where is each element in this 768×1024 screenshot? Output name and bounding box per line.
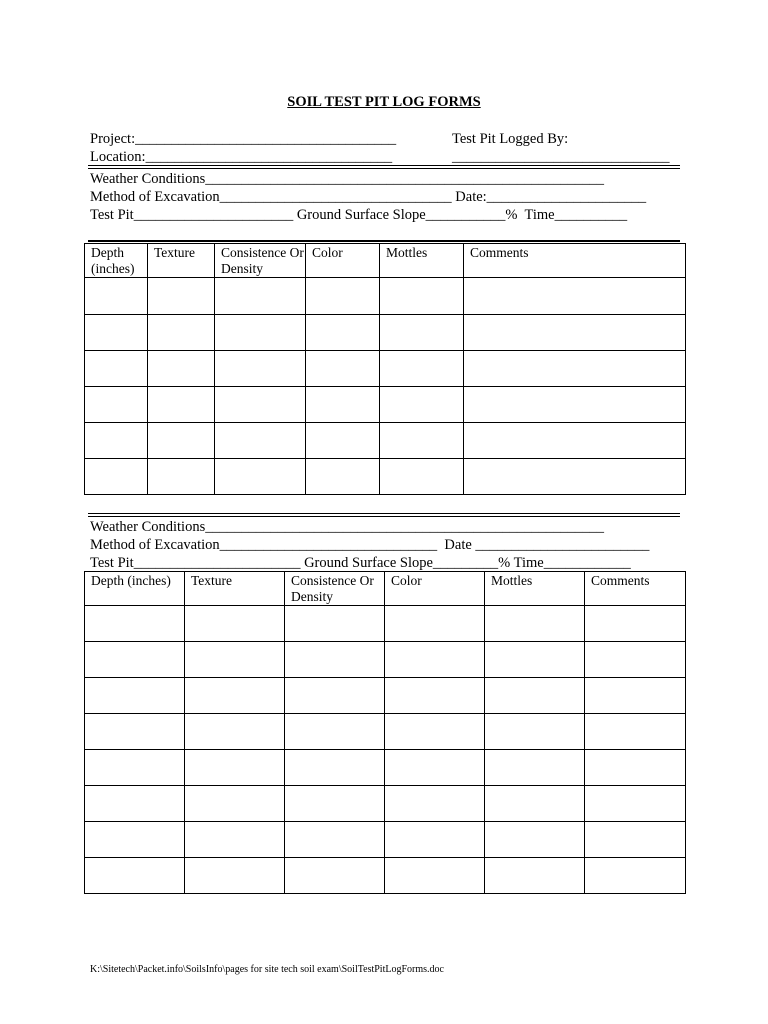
table-cell[interactable] bbox=[306, 423, 380, 459]
table-cell[interactable] bbox=[285, 750, 385, 786]
table-cell[interactable] bbox=[385, 858, 485, 894]
table-cell[interactable] bbox=[485, 786, 585, 822]
section2-top-rule bbox=[88, 513, 680, 517]
table-cell[interactable] bbox=[285, 822, 385, 858]
table-row bbox=[85, 642, 686, 678]
table-cell[interactable] bbox=[485, 642, 585, 678]
table-cell[interactable] bbox=[85, 714, 185, 750]
table-cell[interactable] bbox=[148, 387, 215, 423]
table-cell[interactable] bbox=[85, 678, 185, 714]
table-cell[interactable] bbox=[85, 315, 148, 351]
table-row bbox=[85, 750, 686, 786]
table-cell[interactable] bbox=[464, 459, 686, 495]
table-cell[interactable] bbox=[285, 642, 385, 678]
table-cell[interactable] bbox=[585, 822, 686, 858]
table-cell[interactable] bbox=[380, 351, 464, 387]
table-cell[interactable] bbox=[148, 423, 215, 459]
table-row bbox=[85, 459, 686, 495]
table-cell[interactable] bbox=[385, 822, 485, 858]
section2-weather-field[interactable]: Weather Conditions_______________________________________________________ bbox=[90, 519, 604, 535]
table-header-row bbox=[85, 572, 686, 606]
column-header: Consistence Or Density bbox=[285, 572, 385, 606]
column-header: Depth (inches) bbox=[85, 244, 148, 278]
table-row bbox=[85, 714, 686, 750]
section1-testpit-field[interactable]: Test Pit______________________ Ground Surface Slope___________% Time__________ bbox=[90, 207, 628, 223]
column-header: Depth (inches) bbox=[85, 572, 185, 606]
table-cell[interactable] bbox=[385, 642, 485, 678]
column-header: Mottles bbox=[380, 244, 464, 278]
table-cell[interactable] bbox=[185, 786, 285, 822]
table-cell[interactable] bbox=[185, 858, 285, 894]
table-row bbox=[85, 423, 686, 459]
table-cell[interactable] bbox=[306, 315, 380, 351]
table-cell[interactable] bbox=[380, 278, 464, 315]
table-cell[interactable] bbox=[385, 714, 485, 750]
table-cell[interactable] bbox=[380, 315, 464, 351]
table-cell[interactable] bbox=[185, 714, 285, 750]
table-cell[interactable] bbox=[285, 678, 385, 714]
table-cell[interactable] bbox=[185, 606, 285, 642]
footer-file-path: K:\Sitetech\Packet.info\SoilsInfo\pages for site tech soil exam\SoilTestPitLogForms.doc bbox=[90, 964, 444, 975]
table-cell[interactable] bbox=[306, 459, 380, 495]
table-cell[interactable] bbox=[85, 387, 148, 423]
section1-top-rule bbox=[88, 165, 680, 169]
table-cell[interactable] bbox=[385, 786, 485, 822]
table-cell[interactable] bbox=[185, 750, 285, 786]
table-cell[interactable] bbox=[85, 351, 148, 387]
table-cell[interactable] bbox=[464, 423, 686, 459]
section2-method-field[interactable]: Method of Excavation______________________________ Date ________________________ bbox=[90, 537, 650, 553]
location-field[interactable]: Location:__________________________________ bbox=[90, 149, 393, 165]
column-header: Mottles bbox=[485, 572, 585, 606]
table-row bbox=[85, 351, 686, 387]
table-cell[interactable] bbox=[464, 351, 686, 387]
table-cell[interactable] bbox=[285, 858, 385, 894]
table-cell[interactable] bbox=[585, 678, 686, 714]
table-cell[interactable] bbox=[485, 678, 585, 714]
table-cell[interactable] bbox=[185, 822, 285, 858]
table-cell[interactable] bbox=[85, 423, 148, 459]
table-cell[interactable] bbox=[215, 387, 306, 423]
table-cell[interactable] bbox=[85, 750, 185, 786]
table-cell[interactable] bbox=[385, 750, 485, 786]
table-cell[interactable] bbox=[85, 786, 185, 822]
table-row bbox=[85, 858, 686, 894]
table-row bbox=[85, 678, 686, 714]
table-cell[interactable] bbox=[585, 606, 686, 642]
column-header: Consistence Or Density bbox=[215, 244, 306, 278]
table-cell[interactable] bbox=[464, 315, 686, 351]
table-cell[interactable] bbox=[306, 278, 380, 315]
table-cell[interactable] bbox=[485, 858, 585, 894]
table-row bbox=[85, 822, 686, 858]
table-cell[interactable] bbox=[464, 278, 686, 315]
table-cell[interactable] bbox=[285, 714, 385, 750]
section1-method-field[interactable]: Method of Excavation________________________________ Date:______________________ bbox=[90, 189, 647, 205]
table-cell[interactable] bbox=[385, 606, 485, 642]
table-cell[interactable] bbox=[215, 459, 306, 495]
table-row bbox=[85, 387, 686, 423]
table-cell[interactable] bbox=[148, 351, 215, 387]
table-cell[interactable] bbox=[215, 315, 306, 351]
column-header: Comments bbox=[464, 244, 686, 278]
table-header-row bbox=[85, 244, 686, 278]
table-cell[interactable] bbox=[585, 750, 686, 786]
section1-bottom-rule bbox=[88, 240, 680, 242]
table-cell[interactable] bbox=[306, 351, 380, 387]
table-cell[interactable] bbox=[185, 678, 285, 714]
table-cell[interactable] bbox=[380, 423, 464, 459]
section2-testpit-field[interactable]: Test Pit_______________________ Ground Surface Slope_________% Time____________ bbox=[90, 555, 631, 571]
table-cell[interactable] bbox=[585, 714, 686, 750]
table-cell[interactable] bbox=[585, 858, 686, 894]
table-cell[interactable] bbox=[85, 606, 185, 642]
column-header: Texture bbox=[185, 572, 285, 606]
section1-log-table bbox=[84, 243, 686, 495]
table-cell[interactable] bbox=[85, 822, 185, 858]
section1-weather-field[interactable]: Weather Conditions_______________________________________________________ bbox=[90, 171, 604, 187]
table-cell[interactable] bbox=[148, 459, 215, 495]
table-cell[interactable] bbox=[485, 822, 585, 858]
table-cell[interactable] bbox=[464, 387, 686, 423]
table-cell[interactable] bbox=[215, 278, 306, 315]
table-cell[interactable] bbox=[485, 750, 585, 786]
table-cell[interactable] bbox=[380, 387, 464, 423]
column-header: Comments bbox=[585, 572, 686, 606]
table-cell[interactable] bbox=[285, 606, 385, 642]
table-cell[interactable] bbox=[485, 606, 585, 642]
form-title: SOIL TEST PIT LOG FORMS bbox=[287, 94, 481, 110]
table-cell[interactable] bbox=[148, 315, 215, 351]
table-cell[interactable] bbox=[380, 459, 464, 495]
table-cell[interactable] bbox=[385, 678, 485, 714]
table-cell[interactable] bbox=[215, 351, 306, 387]
table-cell[interactable] bbox=[85, 642, 185, 678]
table-cell[interactable] bbox=[85, 459, 148, 495]
logged-by-field[interactable]: ______________________________ bbox=[452, 149, 670, 165]
table-cell[interactable] bbox=[85, 858, 185, 894]
table-cell[interactable] bbox=[585, 642, 686, 678]
column-header: Color bbox=[385, 572, 485, 606]
table-row bbox=[85, 315, 686, 351]
table-row bbox=[85, 786, 686, 822]
section2-log-table bbox=[84, 571, 686, 894]
table-cell[interactable] bbox=[185, 642, 285, 678]
column-header: Texture bbox=[148, 244, 215, 278]
table-cell[interactable] bbox=[485, 714, 585, 750]
table-cell[interactable] bbox=[215, 423, 306, 459]
table-cell[interactable] bbox=[148, 278, 215, 315]
table-cell[interactable] bbox=[285, 786, 385, 822]
logged-by-label: Test Pit Logged By: bbox=[452, 131, 569, 147]
table-cell[interactable] bbox=[85, 278, 148, 315]
table-row bbox=[85, 606, 686, 642]
project-field[interactable]: Project:____________________________________ bbox=[90, 131, 397, 147]
table-cell[interactable] bbox=[585, 786, 686, 822]
table-cell[interactable] bbox=[306, 387, 380, 423]
table-row bbox=[85, 278, 686, 315]
column-header: Color bbox=[306, 244, 380, 278]
